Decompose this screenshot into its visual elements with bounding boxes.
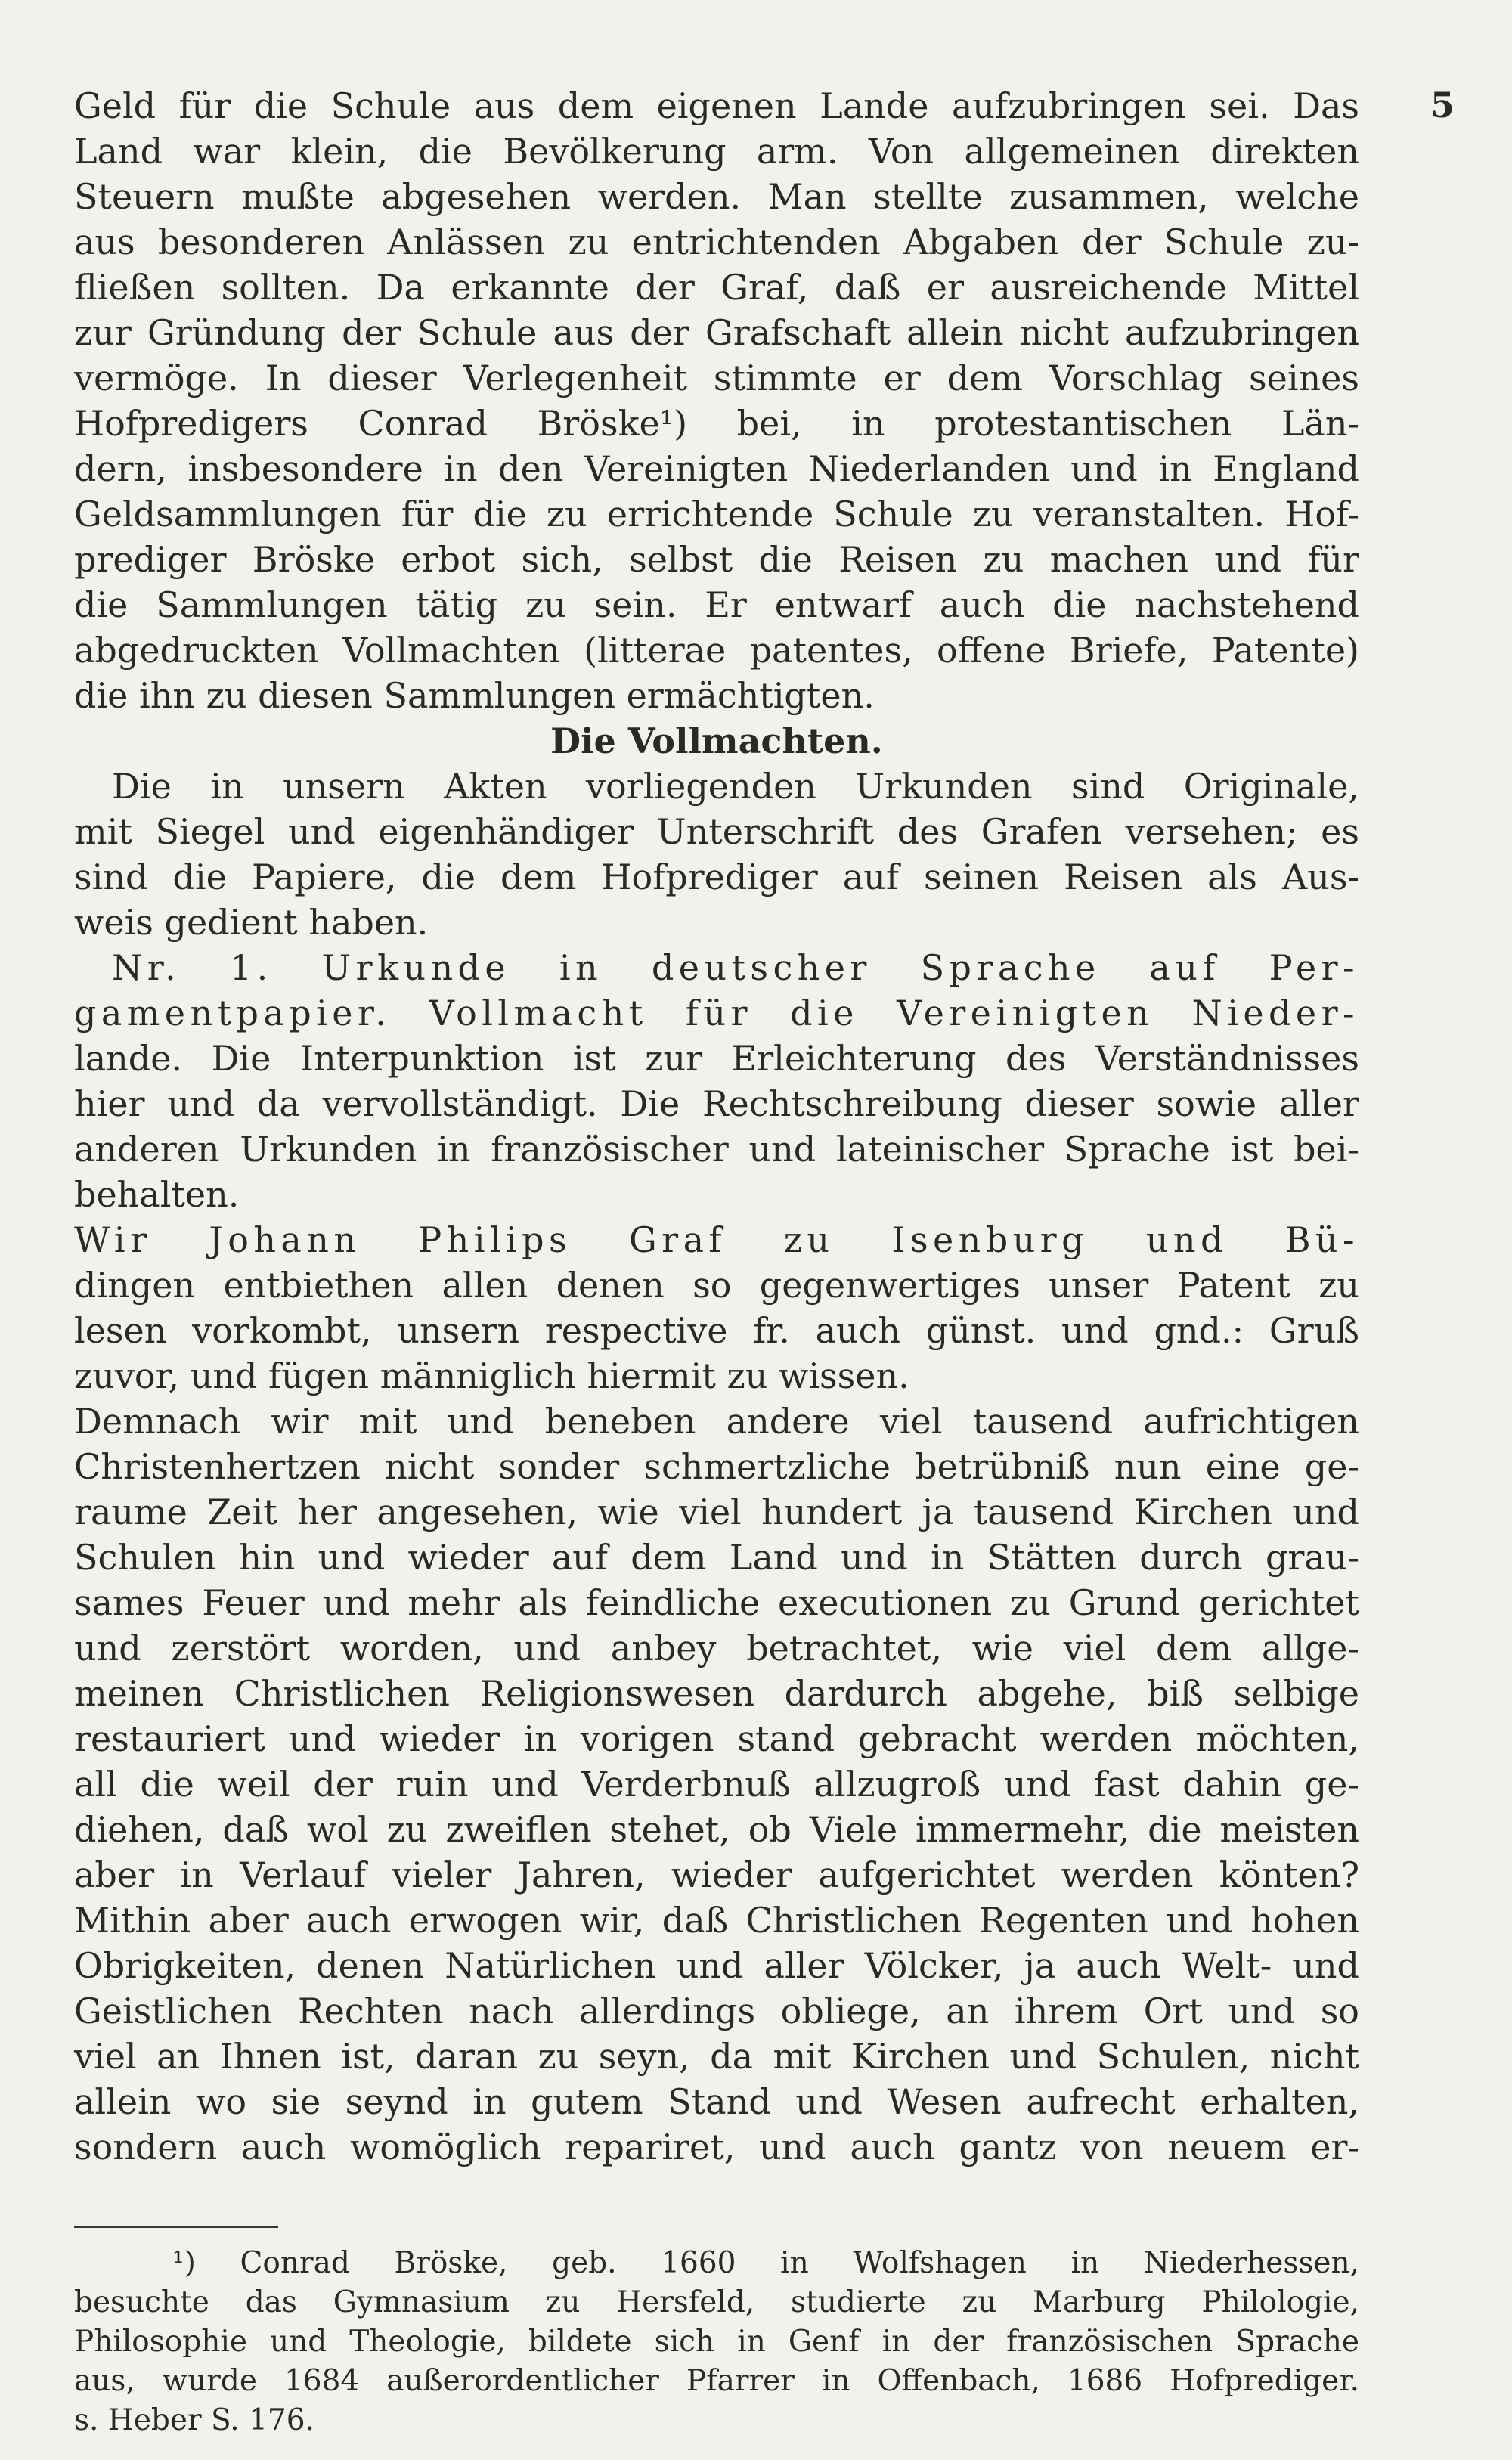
body-line: abgedruckten Vollmachten (litterae patentes, offene Briefe, Patente) <box>74 630 1359 671</box>
body-line: aber in Verlauf vieler Jahren, wieder aufgerichtet werden könten? <box>74 1854 1359 1895</box>
body-line: gamentpapier. Vollmacht für die Vereinigten Nieder- <box>74 993 1359 1033</box>
body-line: die ihn zu diesen Sammlungen ermächtigten. <box>74 675 875 716</box>
body-line: allein wo sie seynd in gutem Stand und Wesen aufrecht erhalten, <box>74 2081 1359 2122</box>
body-line: Geld für die Schule aus dem eigenen Lande aufzubringen sei. Das <box>74 85 1359 126</box>
footnote-divider <box>74 2226 278 2228</box>
body-line: viel an Ihnen ist, daran zu seyn, da mit Kirchen und Schulen, nicht <box>74 2036 1359 2077</box>
body-line: zur Gründung der Schule aus der Grafschaft allein nicht aufzubringen <box>74 312 1359 353</box>
body-line: lande. Die Interpunktion ist zur Erleichterung des Verständnisses <box>74 1038 1359 1079</box>
body-line: Schulen hin und wieder auf dem Land und in Stätten durch grau- <box>74 1537 1359 1578</box>
footnote <box>74 2244 1359 2440</box>
body-line: die Sammlungen tätig zu sein. Er entwarf auch die nachstehend <box>74 584 1359 625</box>
body-line: fließen sollten. Da erkannte der Graf, daß er ausreichende Mittel <box>74 267 1359 308</box>
body-line: sames Feuer und mehr als feindliche executionen zu Grund gerichtet <box>74 1582 1359 1623</box>
body-line: Christenhertzen nicht sonder schmertzliche betrübniß nun eine ge- <box>74 1446 1359 1487</box>
body-line: und zerstört worden, und anbey betrachtet, wie viel dem allge- <box>74 1628 1359 1668</box>
body-line: Steuern mußte abgesehen werden. Man stellte zusammen, welche <box>74 176 1359 217</box>
body-line: all die weil der ruin und Verderbnuß allzugroß und fast dahin ge- <box>74 1764 1359 1805</box>
body-line: anderen Urkunden in französischer und lateinischer Sprache ist bei- <box>74 1129 1359 1170</box>
page-number: 5 <box>1430 85 1455 125</box>
body-line: prediger Bröske erbot sich, selbst die Reisen zu machen und für <box>74 539 1359 580</box>
body-line: Wir Johann Philips Graf zu Isenburg und Bü- <box>74 1219 1359 1260</box>
body-line: diehen, daß wol zu zweiflen stehet, ob Viele immermehr, die meisten <box>74 1809 1359 1850</box>
body-line: zuvor, und fügen männiglich hiermit zu wissen. <box>74 1355 909 1396</box>
body-line: Die in unsern Akten vorliegenden Urkunden sind Originale, <box>112 766 1359 807</box>
body-line: hier und da vervollständigt. Die Rechtschreibung dieser sowie aller <box>74 1083 1359 1124</box>
body-line: Geistlichen Rechten nach allerdings obliege, an ihrem Ort und so <box>74 1991 1359 2031</box>
body-text <box>74 83 1359 2170</box>
body-line: Demnach wir mit und beneben andere viel tausend aufrichtigen <box>74 1401 1359 1442</box>
body-line: dingen entbiethen allen denen so gegenwertiges unser Patent zu <box>74 1265 1359 1306</box>
body-line: Geldsammlungen für die zu errichtende Schule zu veranstalten. Hof- <box>74 494 1359 534</box>
body-line: mit Siegel und eigenhändiger Unterschrift des Grafen versehen; es <box>74 811 1359 852</box>
body-line: dern, insbesondere in den Vereinigten Niederlanden und in England <box>74 448 1359 489</box>
footnote-line: Philosophie und Theologie, bildete sich in Genf in der französischen Sprache <box>74 2325 1359 2359</box>
body-line: raume Zeit her angesehen, wie viel hundert ja tausend Kirchen und <box>74 1492 1359 1532</box>
body-line: Hofpredigers Conrad Bröske¹) bei, in protestantischen Län- <box>74 403 1359 444</box>
body-line: weis gedient haben. <box>74 902 429 943</box>
footnote-line: s. Heber S. 176. <box>74 2403 314 2437</box>
footnote-line: aus, wurde 1684 außerordentlicher Pfarrer in Offenbach, 1686 Hofprediger. <box>74 2364 1359 2398</box>
body-line: restauriert und wieder in vorigen stand gebracht werden möchten, <box>74 1718 1359 1759</box>
body-line: Obrigkeiten, denen Natürlichen und aller Völcker, ja auch Welt- und <box>74 1945 1359 1986</box>
body-line: sind die Papiere, die dem Hofprediger auf seinen Reisen als Aus- <box>74 857 1359 897</box>
footnote-line: ¹) Conrad Bröske, geb. 1660 in Wolfshagen in Niederhessen, <box>172 2246 1359 2280</box>
body-line: meinen Christlichen Religionswesen dardurch abgehe, biß selbige <box>74 1673 1359 1714</box>
body-line: Nr. 1. Urkunde in deutscher Sprache auf Per- <box>112 947 1359 988</box>
body-line: behalten. <box>74 1174 240 1215</box>
body-line: sondern auch womöglich repariret, und auch gantz von neuem er- <box>74 2127 1359 2167</box>
body-line: vermöge. In dieser Verlegenheit stimmte er dem Vorschlag seines <box>74 358 1359 398</box>
body-line: aus besonderen Anlässen zu entrichtenden Abgaben der Schule zu- <box>74 222 1359 262</box>
footnote-line: besuchte das Gymnasium zu Hersfeld, studierte zu Marburg Philologie, <box>74 2285 1359 2319</box>
section-heading: Die Vollmachten. <box>550 720 883 761</box>
body-line: Land war klein, die Bevölkerung arm. Von allgemeinen direkten <box>74 131 1359 172</box>
body-line: lesen vorkombt, unsern respective fr. auch günst. und gnd.: Gruß <box>74 1310 1359 1351</box>
body-line: Mithin aber auch erwogen wir, daß Christlichen Regenten und hohen <box>74 1900 1359 1941</box>
